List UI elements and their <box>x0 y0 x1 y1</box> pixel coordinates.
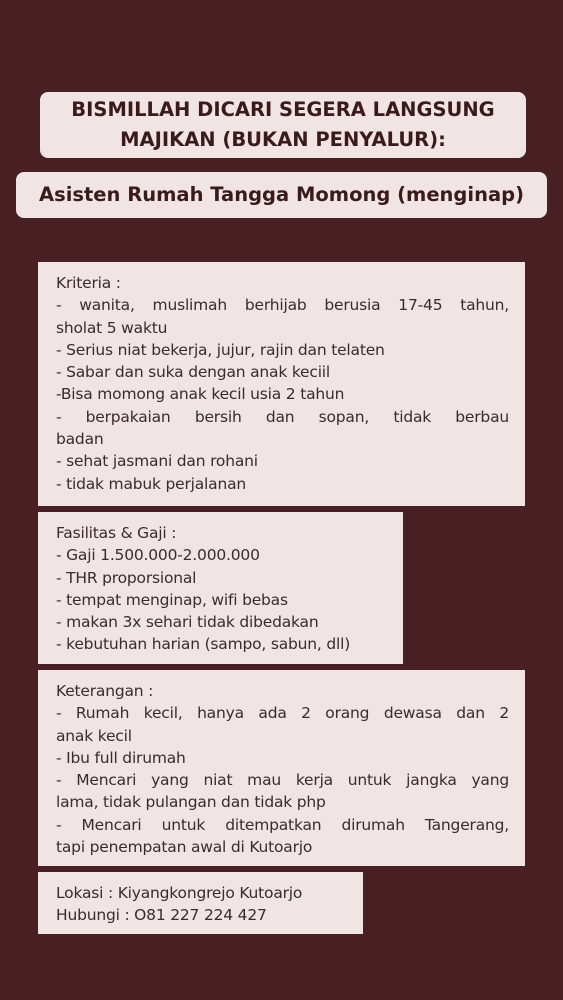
facilities-item: - kebutuhan harian (sampo, sabun, dll) <box>56 635 351 654</box>
notes-item: - Mencari untuk ditempatkan dirumah Tangerang, <box>56 815 509 834</box>
criteria-section <box>38 262 525 506</box>
location-text: Lokasi : Kiyangkongrejo Kutoarjo <box>56 884 303 902</box>
criteria-item: - berpakaian bersih dan sopan, tidak berbau <box>56 407 509 426</box>
criteria-heading: Kriteria : <box>56 274 121 292</box>
notes-item: - Ibu full dirumah <box>56 748 186 767</box>
notes-item: - Mencari yang niat mau kerja untuk jangka yang <box>56 771 509 790</box>
criteria-item: - sehat jasmani dan rohani <box>56 452 258 471</box>
criteria-item: -Bisa momong anak kecil usia 2 tahun <box>56 385 345 404</box>
notes-item: lama, tidak pulangan dan tidak php <box>56 793 326 812</box>
criteria-item: - Serius niat bekerja, jujur, rajin dan telaten <box>56 340 385 359</box>
post-title-line-2: MAJIKAN (BUKAN PENYALUR): <box>120 128 446 151</box>
post-title <box>40 92 526 158</box>
criteria-item: sholat 5 waktu <box>56 318 168 337</box>
criteria-item: badan <box>56 430 104 449</box>
contact-section <box>38 872 363 934</box>
phone-number: Hubungi : O81 227 224 427 <box>56 906 267 925</box>
criteria-item: - wanita, muslimah berhijab berusia 17-45 tahun, <box>56 296 509 315</box>
notes-section <box>38 670 525 866</box>
criteria-item: - tidak mabuk perjalanan <box>56 474 247 493</box>
facilities-item: - tempat menginap, wifi bebas <box>56 590 288 609</box>
facilities-section <box>38 512 403 664</box>
facilities-item: - THR proporsional <box>56 568 197 587</box>
job-title: Asisten Rumah Tangga Momong (menginap) <box>16 172 547 218</box>
notes-item: tapi penempatan awal di Kutoarjo <box>56 838 313 857</box>
facilities-heading: Fasilitas & Gaji : <box>56 524 177 542</box>
notes-item: - Rumah kecil, hanya ada 2 orang dewasa dan 2 <box>56 704 509 723</box>
facilities-item: - Gaji 1.500.000-2.000.000 <box>56 546 260 565</box>
criteria-item: - Sabar dan suka dengan anak keciil <box>56 363 331 382</box>
notes-item: anak kecil <box>56 726 132 745</box>
facilities-item: - makan 3x sehari tidak dibedakan <box>56 613 319 632</box>
notes-heading: Keterangan : <box>56 682 154 700</box>
post-title-line-1: BISMILLAH DICARI SEGERA LANGSUNG <box>71 98 495 121</box>
